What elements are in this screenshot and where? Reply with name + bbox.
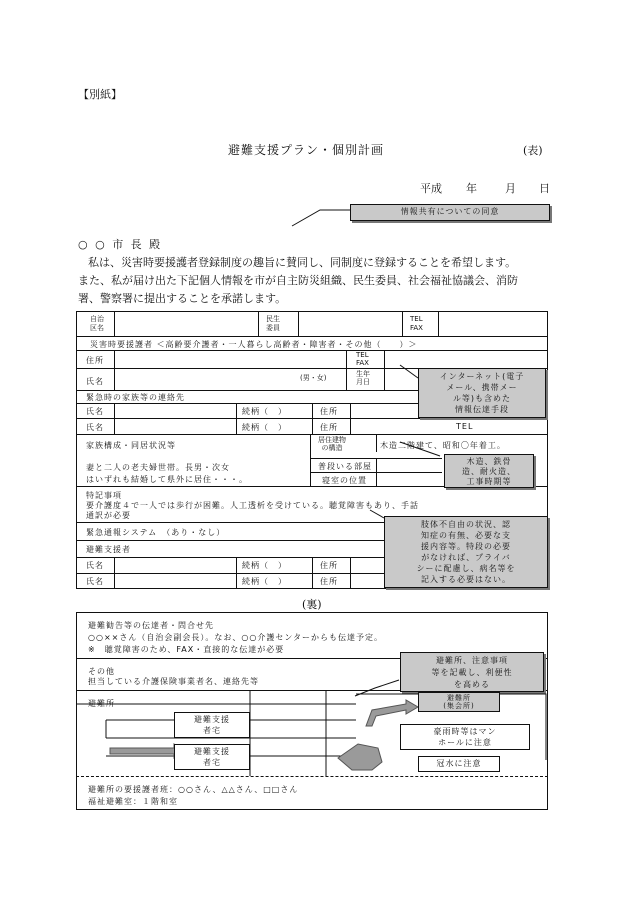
supporter-name-2: 氏名 [86,577,104,586]
page-title: 避難支援プラン・個別計画 [228,143,385,157]
date-day: 日 [539,182,550,195]
bedroom-position: 寝室の位置 [322,476,367,485]
tel-fax2-label: TEL FAX [356,351,369,367]
supporter-address-1: 住所 [320,561,338,570]
name-label: 氏名 [86,377,104,386]
date-year: 年 [466,182,477,195]
emergency-relation-1: 続柄（ ） [242,407,287,416]
emergency-address-2: 住所 [320,423,338,432]
other-line: 担当している介護保険事業者名、連絡先等 [88,677,259,686]
supporter-relation-1: 続柄（ ） [242,561,287,570]
emergency-relation-2: 続柄（ ） [242,423,287,432]
emergency-tel-2: TEL [456,422,474,431]
callout-internet: インターネット(電子 メール、携帯メー ル等)も含めた 情報伝達手段 [418,368,546,418]
map-warn-manhole: 豪雨時等はマン ホールに注意 [400,724,530,750]
contact-line-1: ○○××さん（自治会副会長）。なお、○○介護センターからも伝達予定。 [88,633,384,642]
map-shelter: 避難所 (集会所) [418,692,500,712]
alert-system: 緊急通報システム （あり・なし） [86,528,226,537]
special-text-1: 要介護度４で一人では歩行が困難。人工透析を受けている。聴覚障害もあり、手話 [86,501,419,510]
statement-line2: また、私が届け出た下記個人情報を市が自主防災組織、民生委員、社会福祉協議会、消防 [78,274,518,287]
address-label: 住所 [86,356,104,365]
supporter-relation-2: 続柄（ ） [242,577,287,586]
birth-label: 生年 月日 [356,370,370,386]
bedroom-label: 普段いる部屋 [318,462,372,471]
contact-header: 避難勧告等の伝達者・問合せ先 [88,621,214,630]
family-header: 家族構成・同居状況等 [86,441,176,450]
statement-line3: 署、警察署に提出することを承諾します。 [78,292,287,305]
contact-line-2: ※ 聴覚障害のため、FAX・直接的な伝達が必要 [88,645,285,654]
emergency-name-1: 氏名 [86,407,104,416]
date-month: 月 [505,182,516,195]
shelter-label: 避難所 [88,699,115,708]
consent-box: 情報共有についての同意 [350,204,550,221]
callout-disability: 肢体不自由の状況、認 知症の有無、必要な支 援内容等。特段の必要 がなければ、プライバ シーに配慮し、病名等を 記入する必要はない。 [384,516,548,588]
back-label: (裏) [302,598,322,611]
callout-structure: 木造、鉄骨 造、耐火造、 工事時期等 [444,454,534,488]
jichikai-label: 自治 区名 [90,315,104,332]
supporter-address-2: 住所 [320,577,338,586]
special-header: 特記事項 [86,491,122,500]
building-label: 居住建物 の構造 [318,436,346,452]
map-home-2: 避難支援 者宅 [174,744,250,770]
addressee: ○ ○ 市 長 殿 [78,238,163,251]
map-home-1: 避難支援 者宅 [174,712,250,738]
building-value: 木造二階建て、昭和〇年着工。 [380,441,506,450]
category-line: 災害時要援護者 ＜高齢要介護者・一人暮らし高齢者・障害者・その他（ ）＞ [90,340,418,349]
emergency-address-1: 住所 [320,407,338,416]
back-callout: 避難所、注意事項 等を記載し、利便性 を高める [400,652,544,692]
supporter-header: 避難支援者 [86,545,131,554]
minsei-label: 民生 委員 [266,315,280,332]
annex-label: 【別紙】 [78,88,122,101]
map-warn-flood: 冠水に注意 [418,756,500,772]
family-text-1: 妻と二人の老夫婦世帯。長男・次女 [86,463,230,472]
statement-line1: 私は、災害時要援護者登録制度の趣旨に賛同し、同制度に登録することを希望します。 [88,256,517,269]
gender-label: (男・女) [300,374,327,382]
special-text-2: 通訳が必要 [86,511,131,520]
other-header: その他 [88,667,115,676]
emergency-name-2: 氏名 [86,423,104,432]
date-era: 平成 [420,182,442,195]
footer-line-2: 福祉避難室：１階和室 [88,797,178,806]
tel-fax-label: TEL FAX [410,315,423,332]
supporter-name-1: 氏名 [86,561,104,570]
family-text-2: はいずれも結婚して県外に居住・・・。 [86,475,248,484]
emergency-header: 緊急時の家族等の連絡先 [86,393,185,402]
side-label: (表) [523,144,543,157]
footer-line-1: 避難所の要援護者班：○○さん、△△さん、□□さん [88,785,299,794]
